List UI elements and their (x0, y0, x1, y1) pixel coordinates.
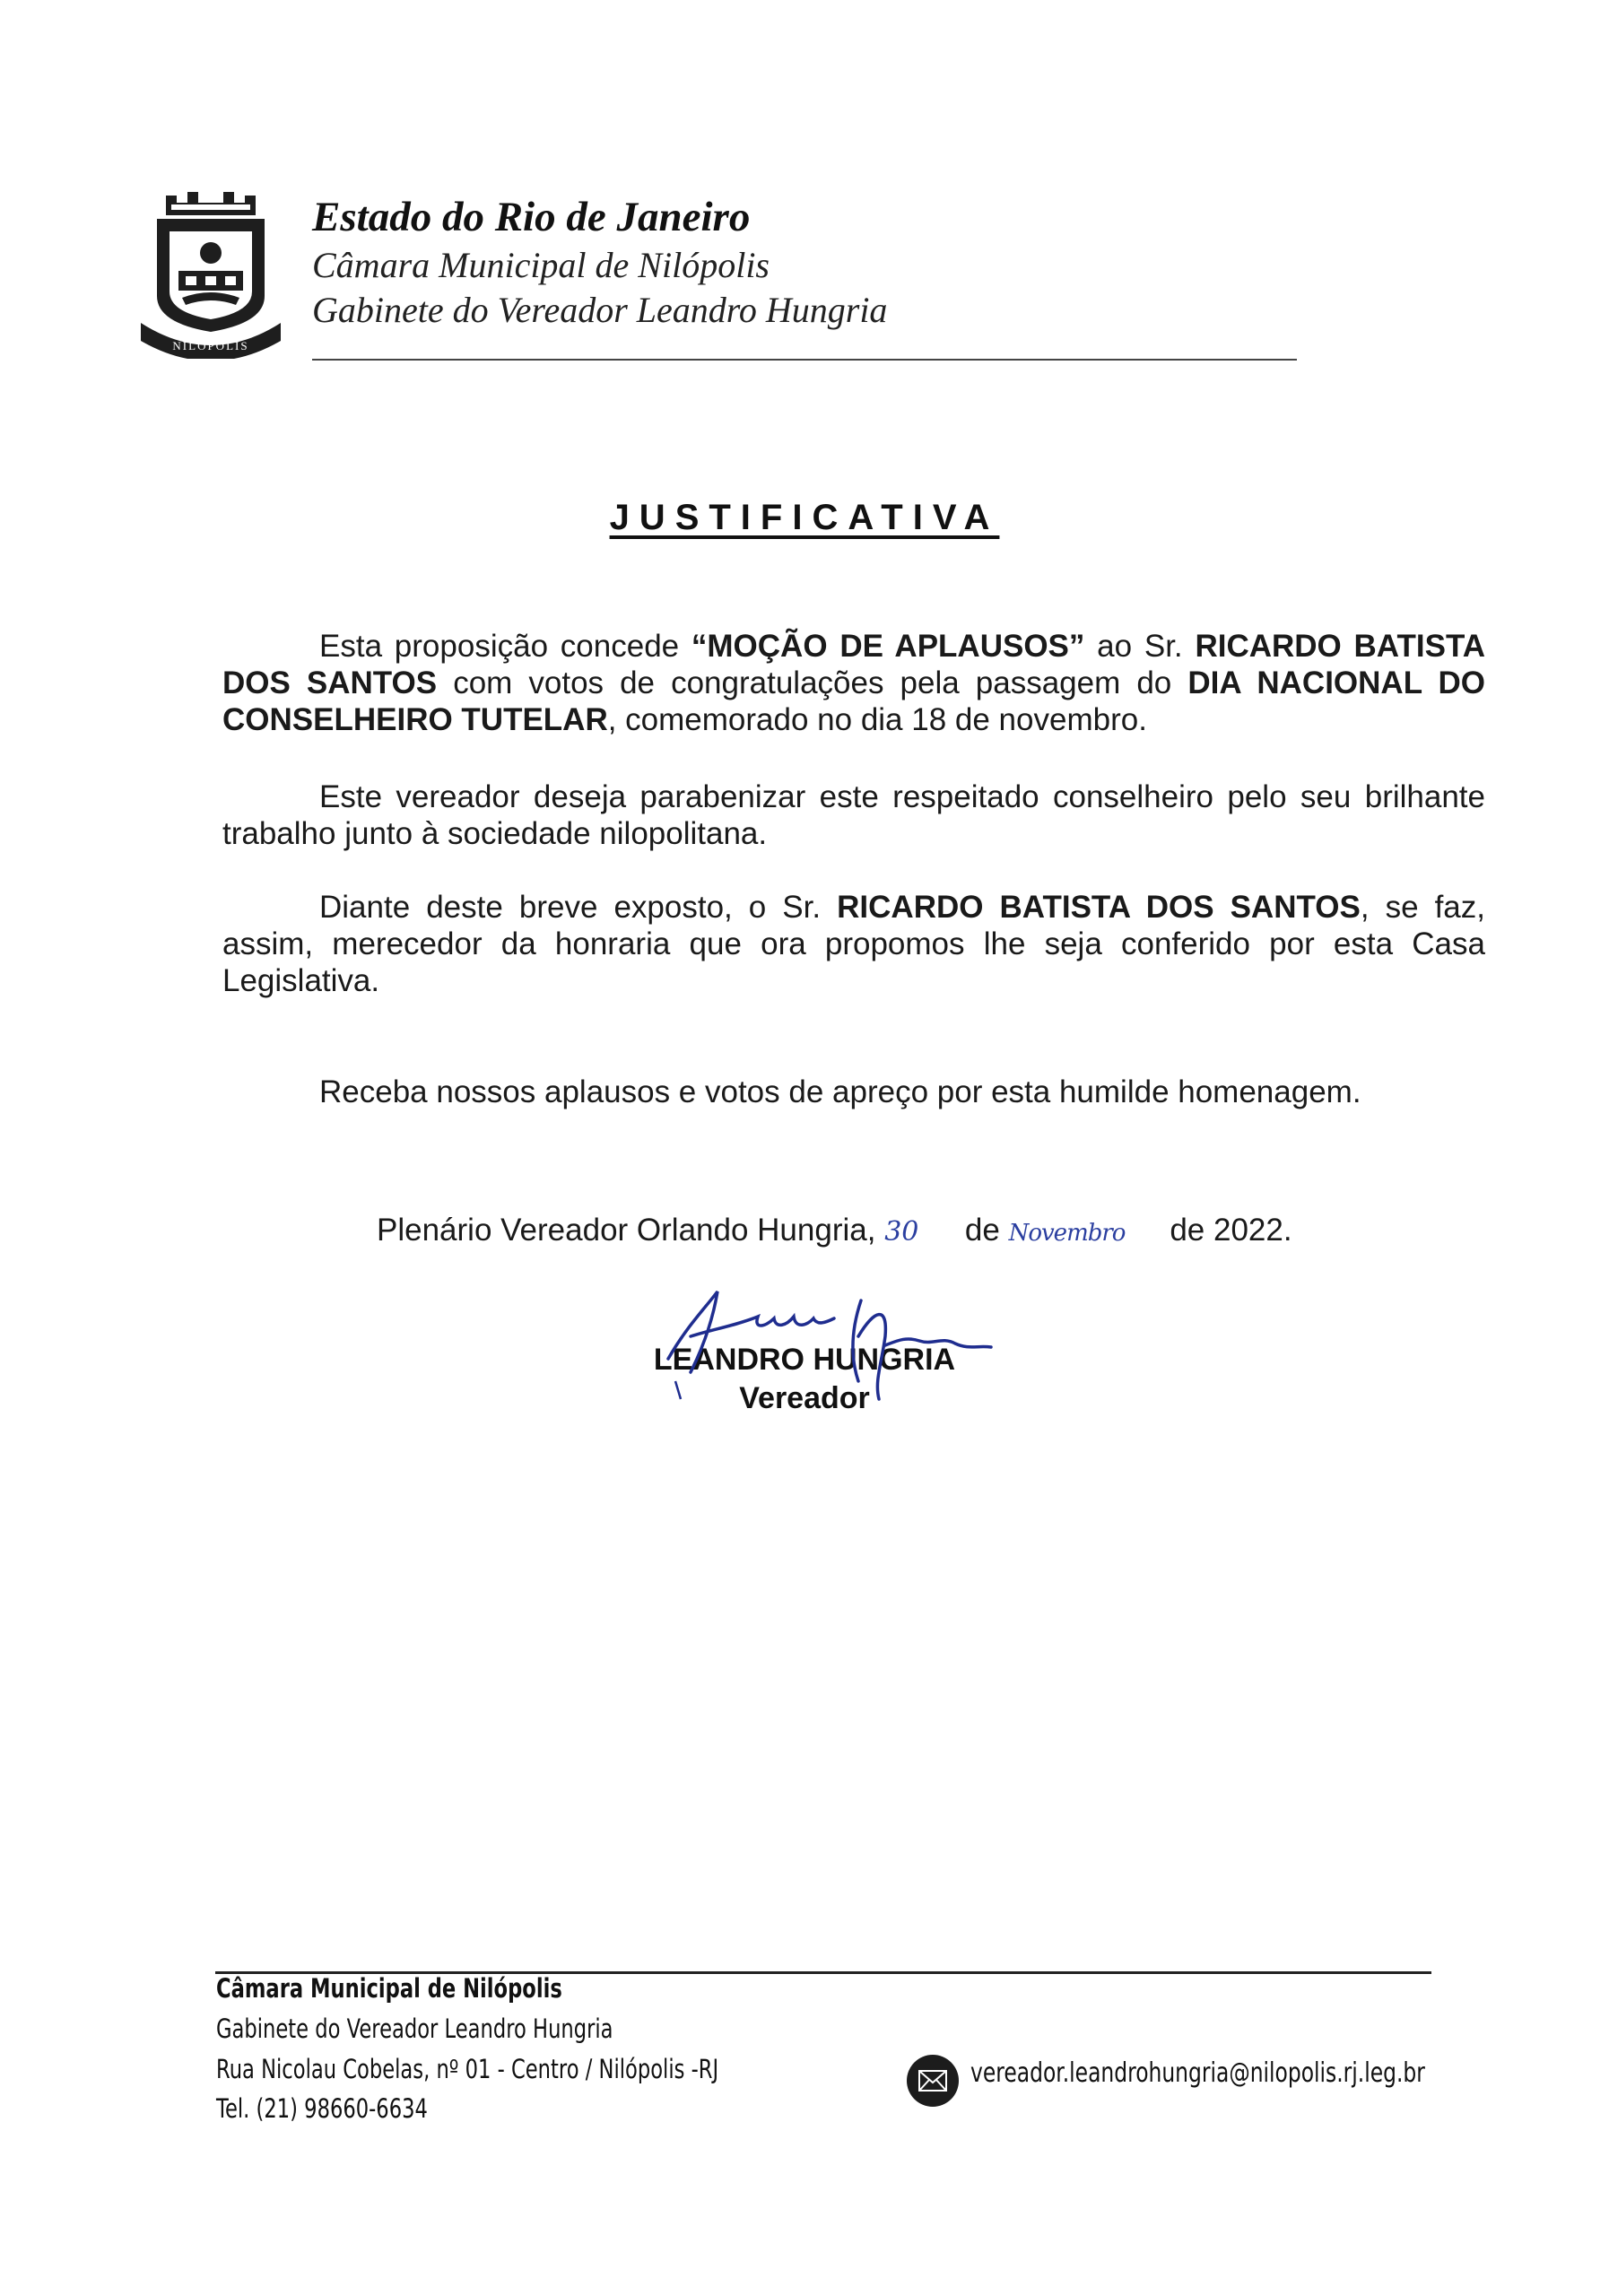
footer-chamber: Câmara Municipal de Nilópolis (216, 1973, 562, 2004)
handwritten-day: 30 (884, 1216, 919, 1248)
header-office: Gabinete do Vereador Leandro Hungria (312, 290, 888, 330)
footer-phone: Tel. (21) 98660-6634 (216, 2093, 428, 2124)
handwritten-signature (650, 1274, 1009, 1417)
footer-email[interactable]: vereador.leandrohungria@nilopolis.rj.leg.br (970, 2057, 1425, 2089)
paragraph-closing: Receba nossos aplausos e votos de apreço por esta humilde homenagem. (319, 1074, 1361, 1109)
svg-text:NILÓPOLIS: NILÓPOLIS (172, 339, 249, 352)
date-line (377, 1213, 1292, 1248)
header-chamber: Câmara Municipal de Nilópolis (312, 245, 770, 285)
paragraph-congratulations: Este vereador deseja parabenizar este respeitado conselheiro pelo seu brilhante trabalho junto à sociedade nilopolitana. (222, 779, 1485, 851)
signatory-role: Vereador (739, 1381, 870, 1415)
handwritten-month: Novembro (1008, 1220, 1126, 1247)
footer-office: Gabinete do Vereador Leandro Hungria (216, 2013, 613, 2044)
paragraph-motion: Esta proposição concede “MOÇÃO DE APLAUSOS” ao Sr. RICARDO BATISTA DOS SANTOS com votos de congratulações pela passagem do DIA NACIONAL DO CONSELHEIRO TUTELAR, comemorado no dia 18 de novembro. (222, 629, 1486, 737)
date-prefix: Plenário Vereador Orlando Hungria, (377, 1213, 876, 1248)
signatory-name: LEANDRO HUNGRIA (653, 1343, 956, 1377)
date-suffix: de 2022. (1170, 1213, 1292, 1248)
municipal-crest-logo (139, 188, 283, 359)
envelope-icon (906, 2054, 960, 2108)
footer-address: Rua Nicolau Cobelas, nº 01 - Centro / Nilópolis -RJ (216, 2054, 719, 2084)
header-state: Estado do Rio de Janeiro (312, 194, 751, 240)
header-divider (312, 359, 1297, 361)
document-title: JUSTIFICATIVA (609, 498, 1000, 537)
paragraph-merit: Diante deste breve exposto, o Sr. RICARDO BATISTA DOS SANTOS, se faz, assim, merecedor da honraria que ora propomos lhe seja conferido por esta Casa Legislativa. (222, 890, 1485, 998)
date-de: de (964, 1213, 1000, 1248)
